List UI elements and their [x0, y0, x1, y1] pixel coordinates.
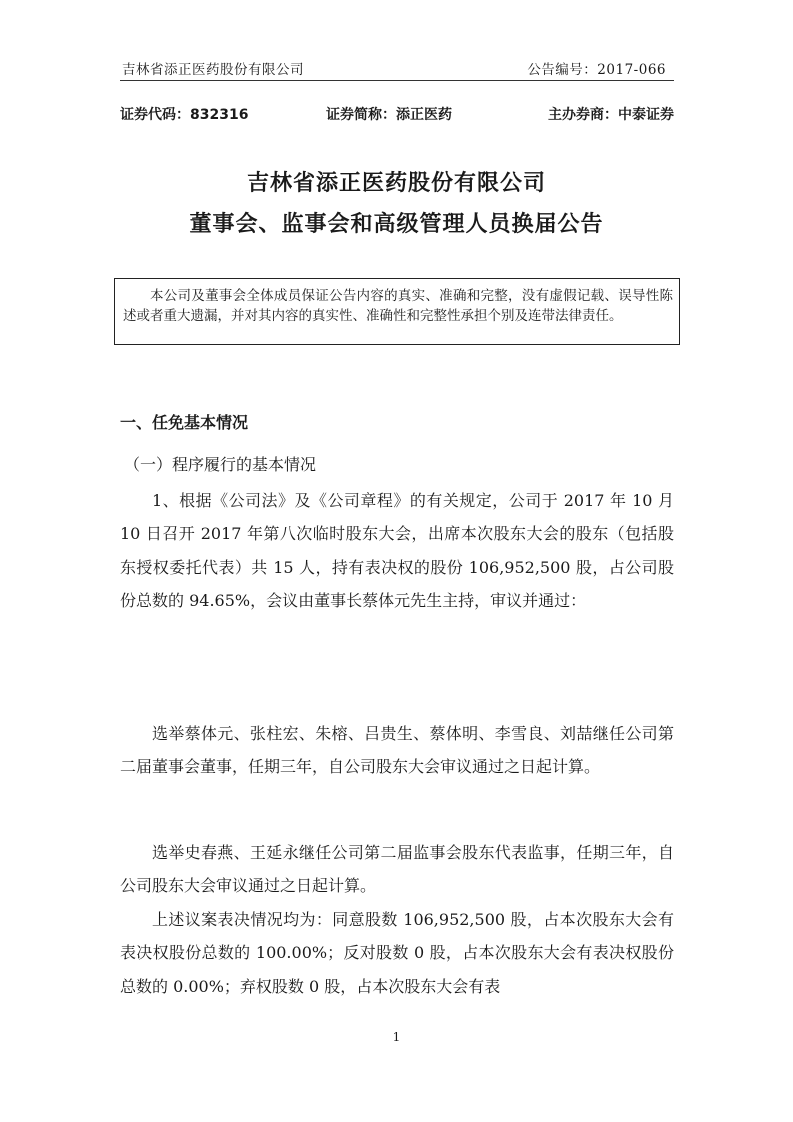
section-subheading: （一）程序履行的基本情况 [124, 455, 317, 474]
paragraph-board-election: 选举蔡体元、张柱宏、朱榕、吕贵生、蔡体明、李雪良、刘喆继任公司第二届董事会董事，任期三年，自公司股东大会审议通过之日起计算。 [120, 724, 674, 777]
header-company-name: 吉林省添正医药股份有限公司 [122, 62, 304, 78]
page-number: 1 [392, 1030, 401, 1044]
section-heading: 一、任免基本情况 [120, 413, 249, 432]
securities-code: 证券代码：832316 [120, 107, 249, 123]
paragraph-voting-results: 上述议案表决情况均为：同意股数 106,952,500 股，占本次股东大会有表决权股份总数的 100.00%；反对股数 0 股，占本次股东大会有表决权股份总数的 0.00%；弃权股数 0 股，占本次股东大会有表 [120, 910, 674, 996]
header-notice-number: 公告编号：2017-066 [527, 62, 666, 78]
page-header [120, 56, 674, 81]
paragraph-supervisor-election: 选举史春燕、王延永继任公司第二届监事会股东代表监事，任期三年，自公司股东大会审议通过之日起计算。 [120, 843, 674, 896]
securities-short-name: 证券简称：添正医药 [326, 107, 452, 123]
paragraph-meeting-info: 1、根据《公司法》及《公司章程》的有关规定，公司于 2017 年 10 月 10 日召开 2017 年第八次临时股东大会，出席本次股东大会的股东（包括股东授权委托代表）共 15 人，持有表决权的股份 106,952,500 股，占公司股份总数的 94.65%，会议由董事长蔡体元先生主持，审议并通过： [120, 491, 674, 611]
document-title-company: 吉林省添正医药股份有限公司 [246, 171, 546, 196]
document-title-subject: 董事会、监事会和高级管理人员换届公告 [189, 212, 604, 237]
securities-sponsor: 主办券商：中泰证券 [548, 107, 674, 123]
disclaimer-box: 本公司及董事会全体成员保证公告内容的真实、准确和完整，没有虚假记载、误导性陈述或者重大遗漏，并对其内容的真实性、准确性和完整性承担个别及连带法律责任。 [114, 278, 680, 345]
securities-info [120, 104, 674, 124]
